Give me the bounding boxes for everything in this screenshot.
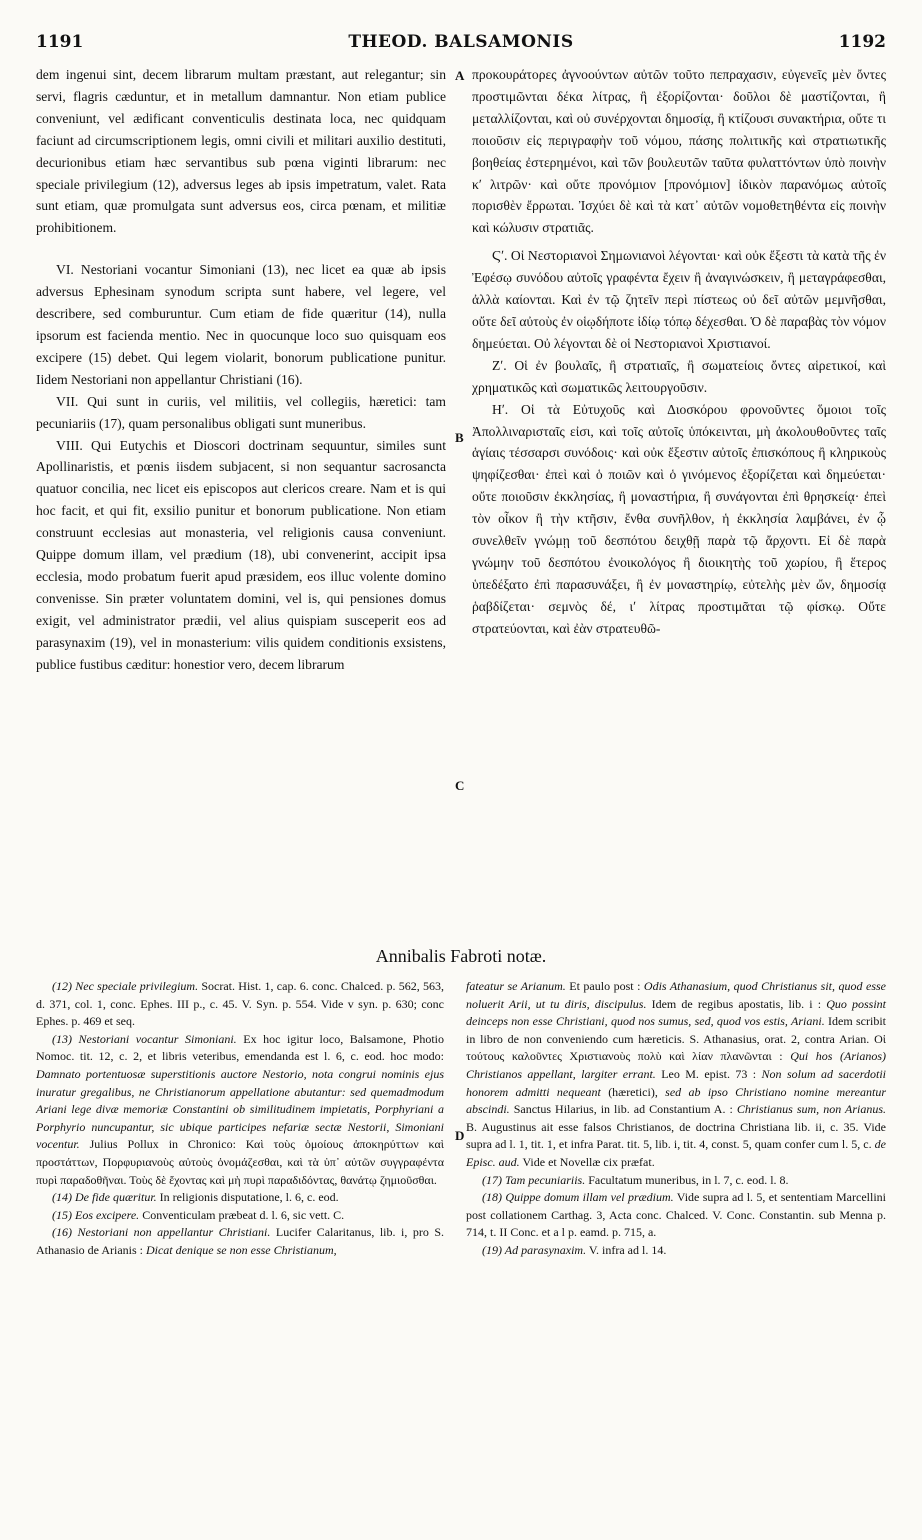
page-number-right: 1192 bbox=[838, 32, 886, 52]
note-16-quote-2: Odis Athanasium, quod Christianus sit, quod esse noluerit Arii, ut tu diris, discipulus. bbox=[466, 979, 886, 1011]
note-16-text-8: Vide et Novellæ cix præfat. bbox=[522, 1154, 655, 1169]
note-16-quote-8: de Episc. aud. bbox=[466, 1137, 886, 1169]
note-16-lemma: (16) Nestoriani non appellantur Christiani. bbox=[52, 1225, 271, 1240]
greek-paragraph-7: Ζʹ. Οἱ ἐν βουλαῖς, ἢ στρατιαῖς, ἢ σωματείοις ὄντες αἱρετικοί, καὶ χρηματικῶς καὶ σωματικῶς λειτουργοῦσιν. bbox=[472, 357, 886, 395]
note-16-quote-6: sed ab ipso Christiano nomine mereantur abscindi. bbox=[466, 1084, 887, 1117]
note-12-text: Socrat. Hist. 1, cap. 6. conc. Chalced. p. 562, 563, d. 371, col. 1, conc. Ephes. III p., c. 45. V. Syn. p. 554. Vide v syn. p. 630; conc Ephes. p. 469 et seq. bbox=[36, 979, 445, 1029]
section-marker-b: B bbox=[455, 430, 464, 445]
note-16-text-5: (hæretici), bbox=[608, 1084, 658, 1099]
note-13-text-2: Julius Pollux in Chronico: Καὶ τοὺς ὁμοίους ἀποκηρύττων καὶ προστάττων, Πορφυριανοὺς αὐτοὺς ὀνομάζεσθαι, καὶ τὰ ὑπ᾽ αὐτῶν συγγραφέντα πυρὶ παραδοθῆναι. Τοὺς δὲ ἔχοντας καὶ μὴ πυρὶ παραδιδόντας, θανάτῳ ζημιοῦσθαι. bbox=[36, 1137, 445, 1187]
note-14-lemma: (14) De fide quæritur. bbox=[52, 1190, 157, 1205]
section-marker-a: A bbox=[455, 68, 465, 83]
note-16-text-2: Idem de regibus apostatis, lib. i : bbox=[651, 996, 822, 1011]
note-16-quote-5: Non solum ad sacerdotii honorem admitti nequeant bbox=[466, 1066, 886, 1099]
note-16-text-7: B. Augustinus ait esse falsos Christianos, de doctrina Christiana lib. ii, c. 35. Vide supra ad l. 1, tit. 1, et infra Parat. tit. 5, lib. i, tit. 4, const. 5, quam confer cum l. 5, c. bbox=[466, 1119, 886, 1152]
note-17-text: Facultatum muneribus, in l. 7, c. eod. l. 8. bbox=[588, 1172, 789, 1187]
note-16 bbox=[36, 1224, 444, 1259]
note-17 bbox=[466, 1172, 886, 1190]
greek-paragraph-8: Ηʹ. Οἱ τὰ Εὐτυχοῦς καὶ Διοσκόρου φρονοῦντες ὅμοιοι τοῖς Ἀπολλιναρισταῖς εἰσι, καὶ τοῖς αὐτοῖς ὑπόκεινται, μὴ ἀκολουθοῦντες ταῖς ἁγίαις τέσσαρσι συνόδοις· καὶ οὐκ ἔξεστιν αὐτοῖς ἐπισκόπους ἢ κληρικοὺς ψηφίζεσθαι· ἐπεὶ καὶ ὁ ποιῶν καὶ ὁ γινόμενος ἐξορίζεται καὶ δημεύεται· οὔτε ποιοῦσιν ἐκκλησίας, ἢ μοναστήρια, ἢ συνάγονται ἐπὶ θρησκείᾳ· ἐπεὶ τὸν οἶκον ἢ τὴν κτῆσιν, ἔνθα συνῆλθον, ἡ ἐκκλησία λαμβάνει, ἐν ᾧ συνελθεῖν γνώμῃ τοῦ δεσπότου δειχθῇ παρὰ τῷ ἄρχοντι. Εἰ δὲ παρὰ γνώμην τοῦ δεσπότου ἐνοικολόγος ἢ διοικητὴς τοῦ χωρίου, ἢ ἕτερος ὑπεδέξατο ἐπὶ παρασυνάξει, ἢ ἐν μοναστηρίῳ, εὐτελὴς μὲν ὤν, δημοσίᾳ ῥαβδίζεται· σεμνὸς δέ, ιʹ λίτρας προστιμᾶται τῷ φίσκῳ. Οὔτε στρατεύονται, καὶ ἐὰν στρατευθῶ- bbox=[472, 401, 886, 636]
notes-left-column bbox=[36, 978, 444, 1260]
note-17-lemma: (17) Tam pecuniariis. bbox=[482, 1172, 586, 1187]
note-12 bbox=[36, 978, 444, 1031]
note-18 bbox=[466, 1189, 886, 1242]
section-marker-c: C bbox=[455, 778, 465, 793]
note-19-lemma: (19) Ad parasynaxim. bbox=[482, 1242, 587, 1257]
note-16-text-4: Leo M. epist. 73 : bbox=[661, 1066, 757, 1081]
note-18-lemma: (18) Quippe domum illam vel prædium. bbox=[482, 1190, 674, 1205]
page-number-left: 1191 bbox=[36, 32, 84, 52]
running-title: THEOD. BALSAMONIS bbox=[348, 32, 574, 52]
note-13-lemma: (13) Nestoriani vocantur Simoniani. bbox=[52, 1031, 237, 1046]
note-16-text-6: Sanctus Hilarius, in lib. ad Constantium A. : bbox=[513, 1102, 733, 1117]
note-16-quote-3: Quo possint deinceps non esse Christiani, quod nos sumus, sed, quod vos estis, Ariani. bbox=[466, 996, 887, 1029]
greek-column bbox=[472, 64, 886, 640]
note-16-quote-7: Christianus sum, non Arianus. bbox=[736, 1102, 886, 1117]
latin-paragraph-1: dem ingenui sint, decem librarum multam præstant, aut relegantur; sin servi, flagris cæduntur, et in metallum damnantur. Non etiam publice conveniunt, vel ædificant conventiculis destinata loca, nec quidquam faciunt ad circumscriptionem legis, omni civili et militari auxilio destituti, decurionibus etiam hæc servantibus sub pœna viginti librarum: nec speciale privilegium (12), adversus leges ab ipsis impetratum, valet. Rata sunt etiam, quæ promulgata sunt adversus eos, circa pœnam, et militiæ prohibitionem. bbox=[36, 67, 446, 236]
latin-paragraph-7: VII. Qui sunt in curiis, vel militiis, vel collegiis, hæretici: tam pecuniariis (17), quam personalibus obligati sunt muneribus. bbox=[36, 393, 446, 431]
greek-paragraph-6: Ϛʹ. Οἱ Νεστοριανοὶ Σημωνιανοὶ λέγονται· καὶ οὐκ ἔξεστι τὰ κατὰ τῆς ἐν Ἐφέσῳ συνόδου αὐτοῖς γραφέντα ἔχειν ἢ ἀναγινώσκειν, ἢ μεταγράφεσθαι, ἀλλὰ καίονται. Καὶ ἐν τῷ ζητεῖν περὶ πίστεως οὐ δεῖ αὐτῶν μεμνῆσθαι, οὔτε δεῖ αὐτοὺς ἐν οἱῳδήποτε ἰδίῳ τόπῳ δέχεσθαι. Ὁ δὲ παραβὰς τὸν νόμον δημεύεται. Οὐ λέγονται δὲ οἱ Νεστοριανοὶ Χριστιανοί. bbox=[472, 248, 886, 351]
note-15-text: Conventiculam præbeat d. l. 6, sic vett. C. bbox=[142, 1207, 345, 1222]
note-16-text-3: Idem scribit in libro de non conveniendo cum hæreticis. S. Athanasius, orat. 2, contra Arian. Οἱ τούτους καλοῦντες Χριστιανοὺς πολὺ καὶ λίαν πλανῶνται : bbox=[466, 1014, 887, 1064]
note-14 bbox=[36, 1189, 444, 1207]
notes-right-column bbox=[466, 978, 886, 1260]
note-16-quote: Dicat denique se non esse Christianum, bbox=[145, 1242, 337, 1257]
note-15 bbox=[36, 1207, 444, 1225]
note-13-quote: Damnato portentuosæ superstitionis auctore Nestorio, nota congrui nominis ejus inuratur gregalibus, ne Christianorum appellatione abutantur: sed quemadmodum Ariani lege divæ memoriæ Constantini ob similitudinem impietatis, Porphyriani a Porphyrio nuncupantur, sic ubique participes nefariæ sectæ Nestorii, Simoniani vocentur. bbox=[36, 1066, 444, 1152]
latin-paragraph-8: VIII. Qui Eutychis et Dioscori doctrinam sequuntur, similes sunt Apollinaristis, et pœnis iisdem subjacent, si non sequantur sacrosancta quatuor concilia, nec licet eis episcopos aut clericos creare. Nam et is qui hoc facit, et qui fit, exsilio punitur et bonorum publicatione. Non etiam construunt ecclesias aut monasteria, vel religionis causa conveniunt. Quippe domum illam, vel prædium (18), ubi convenerint, accipit ipsa ecclesia, modo probatum fuerit apud præsidem, eos illuc volente domino convenisse. Sin præter voluntatem domini, vel is, qui pensiones domus exigit, vel administrator prædii, vel alius quispiam susceperit eos ad parasynaxim (19), vel in monasterium: vilis quidem conditionis exsistens, publice fustibus cæditur: honestior vero, decem librarum bbox=[36, 437, 446, 672]
note-16-quote-cont: fateatur se Arianum. bbox=[466, 979, 566, 993]
latin-paragraph-6: VI. Nestoriani vocantur Simoniani (13), nec licet ea quæ ab ipsis adversus Ephesinam synodum scripta sunt habere, vel legere, vel describere, sed comburuntur. Cum etiam de fide quæritur (14), nulla ipsorum est facienda mentio. Nec in quocunque loco suo quisquam eos excipere (15) debet. Qui legem violarit, bonorum publicatione punitur. Iidem Nestoriani non appellantur Christiani (16). bbox=[36, 262, 446, 387]
notes-heading: Annibalis Fabroti notæ. bbox=[375, 946, 547, 966]
note-15-lemma: (15) Eos excipere. bbox=[52, 1207, 140, 1222]
note-16-text: Lucifer Calaritanus, lib. i, pro S. Athanasio de Arianis : bbox=[36, 1225, 445, 1257]
greek-paragraph-1: προκουράτορες ἀγνοούντων αὐτῶν τοῦτο πεπραχασιν, εὐγενεῖς μὲν ὄντες προστιμῶνται δέκα λίτρας, ἢ ἐξορίζονται· δοῦλοι δὲ μαστίζονται, ἢ μεταλλίζονται, καὶ οὐ συνέρχονται δημοσίᾳ, ἢ κτίζουσι συνακτήρια, οὔτε τι ποιοῦσιν εἰς περιγραφὴν τοῦ νόμου, πάσης πολιτικῆς καὶ στρατιωτικῆς βοηθείας ἐστερημένοι, καὶ τῶν βουλευτῶν ταῦτα φυλαττόντων ὑπὸ ποινὴν κʹ λιτρῶν· καὶ οὔτε προνόμιον [προνόμιον] ἰδικὸν παρανόμως αὐτοῖς πορισθὲν ἔρρωται. Ἰσχύει δὲ καὶ τὰ κατ᾽ αὐτῶν νομοθετηθέντα εἰς ποινὴν καὶ κώλυσιν στρατιᾶς. bbox=[472, 67, 886, 236]
note-12-lemma: (12) Nec speciale privilegium. bbox=[52, 979, 199, 993]
note-16-continued bbox=[466, 978, 886, 1172]
latin-column bbox=[36, 64, 446, 675]
note-13-text: Ex hoc igitur loco, Balsamone, Photio Nomoc. tit. 12, c. 2, et libris veteribus, emendanda est l. 6, c. eod. hoc modo: bbox=[36, 1031, 444, 1064]
note-16-quote-4: Qui hos (Arianos) Christianos appellant, largiter errant. bbox=[466, 1049, 887, 1081]
note-13 bbox=[36, 1031, 444, 1189]
section-marker-d: D bbox=[455, 1128, 465, 1143]
note-19-text: V. infra ad l. 14. bbox=[588, 1242, 667, 1257]
note-14-text: In religionis disputatione, l. 6, c. eod. bbox=[159, 1190, 339, 1205]
note-19 bbox=[466, 1242, 886, 1260]
note-18-text: Vide supra ad l. 5, et sententiam Marcellini post collationem Carthag. 3, Acta conc. Chalced. V. Conc. Constantin. sub Menna p. 714, t. II Conc. et a l p. eamd. p. 715, a. bbox=[466, 1190, 886, 1240]
note-16-text-cont: Et paulo post : bbox=[569, 979, 641, 993]
running-header bbox=[36, 32, 886, 54]
